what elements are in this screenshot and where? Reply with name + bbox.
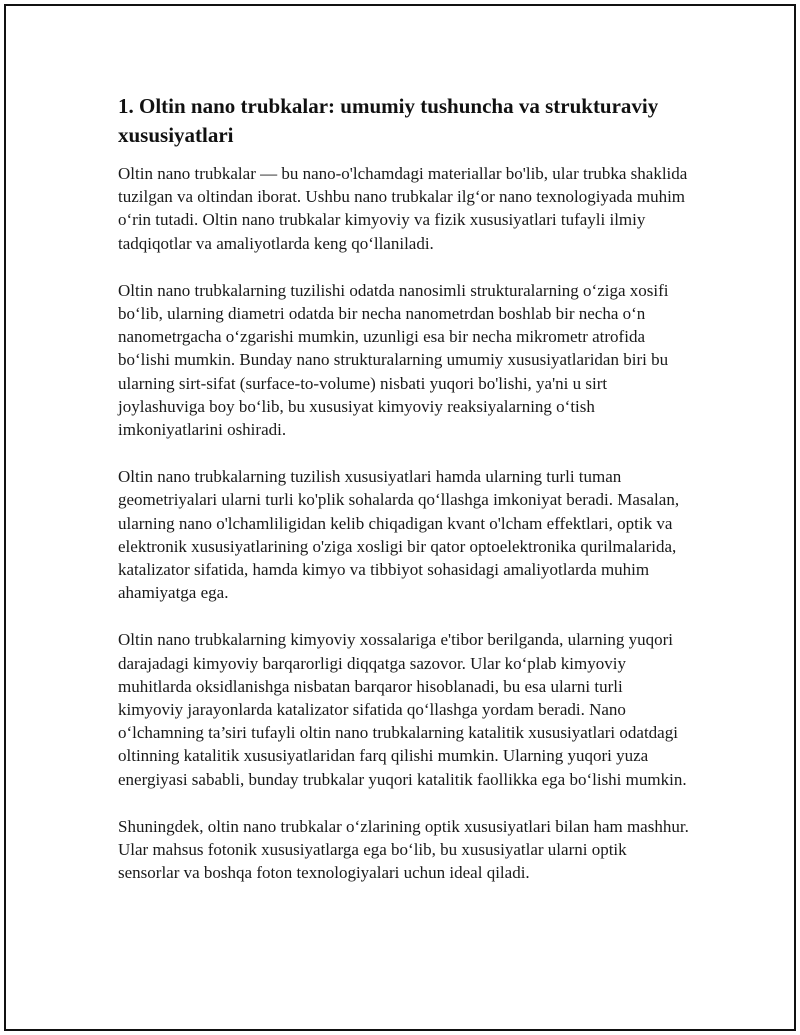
section-heading: 1. Oltin nano trubkalar: umumiy tushuncha va strukturaviy xususiyatlari — [118, 94, 659, 147]
paragraph-structure: Oltin nano trubkalarning tuzilishi odatda nanosimli strukturalarning o‘ziga xosifi bo‘lib, ularning diametri odatda bir necha nanometrdan boshlab bir necha o‘n nanometrgacha o‘zgarishi mumkin, uzunligi esa bir necha mikrometr atrofida bo‘lishi mumkin. Bunday nano strukturalarning umumiy xususiyatlaridan biri bu ularning sirt-sifat (surface-to-volume) nisbati yuqori bo'lishi, ya'ni u sirt joylashuviga boy bo‘lib, bu xususiyat kimyoviy reaksiyalarning o‘tish imkoniyatlarini oshiradi. — [118, 280, 669, 440]
document-body — [118, 92, 690, 908]
paragraph-optical-properties: Shuningdek, oltin nano trubkalar o‘zlarining optik xususiyatlari bilan ham mashhur. Ular mahsus fotonik xususiyatlarga ega bo‘lib, bu xususiyatlar ularni optik sensorlar va boshqa foton texnologiyalari uchun ideal qiladi. — [118, 816, 689, 883]
paragraph-definition: Oltin nano trubkalar — bu nano-o'lchamdagi materiallar bo'lib, ular trubka shaklida tuzilgan va oltindan iborat. Ushbu nano trubkalar ilg‘or nano texnologiyada muhim o‘rin tutadi. Oltin nano trubkalar kimyoviy va fizik xususiyatlari tufayli ilmiy tadqiqotlar va amaliyotlarda keng qo‘llaniladi. — [118, 164, 688, 253]
paragraph-geometry: Oltin nano trubkalarning tuzilish xususiyatlari hamda ularning turli tuman geometriyalari ularni turli ko'plik sohalarda qo‘llashga imkoniyat beradi. Masalan, ularning nano o'lchamliligidan kelib chiqadigan kvant o'lcham effektlari, optik va elektronik xususiyatlarining o'ziga xosligi bir qator optoelektronika qurilmalarida, katalizator sifatida, hamda kimyo va tibbiyot sohasidagi amaliyotlarda muhim ahamiyatga ega. — [118, 467, 680, 603]
paragraph-chemical-properties: Oltin nano trubkalarning kimyoviy xossalariga e'tibor berilganda, ularning yuqori darajadagi kimyoviy barqarorligi diqqatga sazovor. Ular ko‘plab kimyoviy muhitlarda oksidlanishga nisbatan barqaror hisoblanadi, bu esa ularni turli kimyoviy jarayonlarda katalizator sifatida qo‘llashga yordam beradi. Nano o‘lchamning ta’siri tufayli oltin nano trubkalarning katalitik xususiyatlari odatdagi oltinning katalitik xususiyatlaridan farq qilishi mumkin. Ularning yuqori yuza energiyasi sababli, bunday trubkalar yuqori katalitik faollikka ega bo‘lishi mumkin. — [118, 630, 687, 789]
